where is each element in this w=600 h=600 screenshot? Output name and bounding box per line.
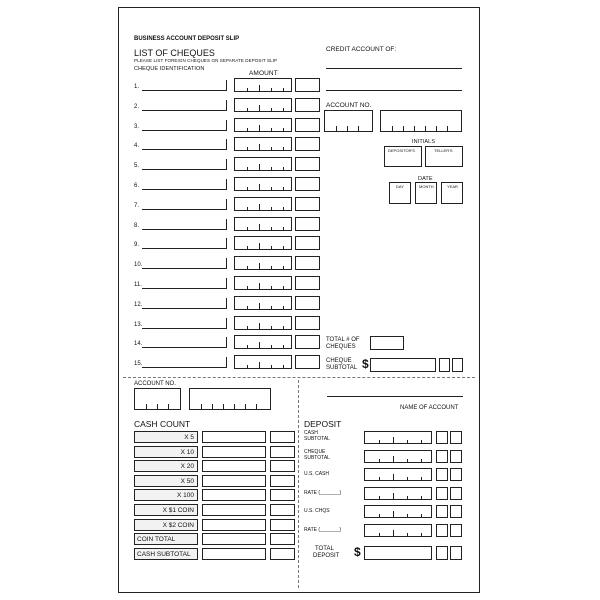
cheque-amount-box[interactable] bbox=[234, 177, 292, 191]
cheque-row-number: 6. bbox=[134, 183, 140, 189]
credit-account-label: CREDIT ACCOUNT OF: bbox=[326, 46, 397, 53]
cheque-cents-box[interactable] bbox=[295, 276, 320, 290]
deposit-cents-box[interactable] bbox=[450, 524, 462, 537]
cheque-identification-label: CHEQUE IDENTIFICATION bbox=[134, 66, 205, 72]
cheque-row-number: 15. bbox=[134, 361, 143, 368]
amount-label: AMOUNT bbox=[249, 70, 278, 77]
deposit-amount-box[interactable] bbox=[364, 468, 432, 481]
deposit-row-label: RATE (_______) bbox=[304, 489, 342, 496]
cheque-cents-box[interactable] bbox=[295, 355, 320, 369]
cheque-row-number: 8. bbox=[134, 222, 140, 229]
cheque-subtotal-label-1: CHEQUE bbox=[326, 358, 352, 364]
date-label: DATE bbox=[418, 176, 433, 182]
name-of-account-line[interactable] bbox=[327, 396, 463, 397]
deposit-cents-box[interactable] bbox=[450, 431, 462, 444]
total-deposit-label-2: DEPOSIT bbox=[313, 553, 340, 559]
deposit-amount-box[interactable] bbox=[364, 431, 432, 444]
cheque-amount-box[interactable] bbox=[234, 296, 292, 310]
dollar-sign: $ bbox=[362, 357, 369, 371]
tellers-label: TELLER'S bbox=[434, 148, 453, 153]
form-title: BUSINESS ACCOUNT DEPOSIT SLIP bbox=[134, 36, 240, 42]
total-cheques-label-2: CHEQUES bbox=[326, 344, 356, 350]
cheque-cents-box[interactable] bbox=[295, 98, 320, 112]
deposit-row-label: U.S. CHQS bbox=[304, 508, 330, 515]
cheque-row-number: 14. bbox=[134, 341, 143, 348]
cash-count-amount-box[interactable] bbox=[202, 548, 266, 560]
cheque-identification-field[interactable] bbox=[142, 179, 227, 190]
cheque-cents-box[interactable] bbox=[295, 316, 320, 330]
deposit-cents-box[interactable] bbox=[436, 468, 448, 481]
name-of-account-label: NAME OF ACCOUNT bbox=[400, 405, 459, 411]
cash-count-label: X 10 bbox=[180, 448, 194, 456]
cheque-amount-box[interactable] bbox=[234, 256, 292, 270]
cheque-amount-box[interactable] bbox=[234, 98, 292, 112]
cheque-amount-box[interactable] bbox=[234, 137, 292, 151]
cheque-row bbox=[119, 296, 319, 312]
cheque-row-number: 7. bbox=[134, 202, 140, 209]
lower-transit-number-box[interactable] bbox=[134, 388, 181, 410]
cheque-row-number: 4. bbox=[134, 143, 140, 150]
cheque-row bbox=[119, 256, 319, 272]
cheque-row-number: 5. bbox=[134, 163, 140, 170]
cheque-row bbox=[119, 98, 319, 114]
cash-count-row bbox=[119, 548, 299, 561]
date-month-box[interactable] bbox=[415, 182, 437, 204]
cheque-amount-box[interactable] bbox=[234, 236, 292, 250]
deposit-cents-box[interactable] bbox=[436, 505, 448, 518]
total-deposit-cents-box-1[interactable] bbox=[436, 546, 448, 560]
cheque-row bbox=[119, 217, 319, 233]
cheque-subtotal-cents-box-2[interactable] bbox=[452, 358, 463, 372]
cheque-amount-box[interactable] bbox=[234, 335, 292, 349]
cheque-amount-box[interactable] bbox=[234, 118, 292, 132]
deposit-row bbox=[119, 521, 479, 540]
cheque-identification-field[interactable] bbox=[142, 357, 227, 368]
cash-count-label-cell bbox=[134, 548, 198, 560]
cheque-row-number: 3. bbox=[134, 123, 140, 130]
account-no-label: ACCOUNT NO. bbox=[326, 102, 372, 109]
deposit-row bbox=[119, 450, 479, 466]
credit-account-line-1[interactable] bbox=[326, 68, 462, 69]
cheque-amount-box[interactable] bbox=[234, 217, 292, 231]
credit-account-line-2[interactable] bbox=[326, 90, 462, 91]
cheque-subtotal-amount-box[interactable] bbox=[370, 358, 436, 372]
deposit-cents-box[interactable] bbox=[450, 450, 462, 463]
cheque-cents-box[interactable] bbox=[295, 236, 320, 250]
cheque-row bbox=[119, 157, 319, 173]
cheque-row bbox=[119, 137, 319, 153]
cheque-identification-field[interactable] bbox=[142, 238, 227, 249]
year-label: YEAR bbox=[447, 184, 458, 189]
deposit-row-label: CASH bbox=[304, 430, 318, 436]
deposit-cents-box[interactable] bbox=[436, 524, 448, 537]
cheque-identification-field[interactable] bbox=[142, 219, 227, 230]
cheque-amount-box[interactable] bbox=[234, 276, 292, 290]
cheque-row bbox=[119, 335, 319, 351]
day-label: DAY bbox=[396, 184, 404, 189]
cheque-identification-field[interactable] bbox=[142, 139, 227, 150]
deposit-cents-box[interactable] bbox=[450, 487, 462, 500]
deposit-row-label: U.S. CASH bbox=[304, 471, 330, 478]
lower-account-no-label: ACCOUNT NO. bbox=[134, 381, 176, 387]
deposit-row bbox=[119, 505, 479, 521]
cheque-cents-box[interactable] bbox=[295, 78, 320, 92]
cash-count-label: COIN TOTAL bbox=[137, 536, 176, 544]
deposit-row bbox=[119, 487, 479, 503]
cash-count-label: X $2 COIN bbox=[162, 521, 194, 529]
cheque-row bbox=[119, 236, 319, 252]
cash-count-title: CASH COUNT bbox=[134, 419, 191, 429]
cheque-subtotal-cents-box-1[interactable] bbox=[439, 358, 450, 372]
cheque-amount-box[interactable] bbox=[234, 78, 292, 92]
cheque-identification-field[interactable] bbox=[142, 80, 227, 91]
cheque-identification-field[interactable] bbox=[142, 258, 227, 269]
deposit-cents-box[interactable] bbox=[436, 487, 448, 500]
total-deposit-label-1: TOTAL bbox=[315, 546, 334, 552]
date-day-box[interactable] bbox=[389, 182, 411, 204]
cheque-row-number: 1. bbox=[134, 84, 140, 90]
month-label: MONTH bbox=[419, 184, 434, 189]
cheque-row bbox=[119, 177, 319, 193]
cheque-cents-box[interactable] bbox=[295, 197, 320, 211]
cash-count-label: X 5 bbox=[184, 434, 194, 441]
cheque-subtotal-label-2: SUBTOTAL bbox=[326, 365, 358, 371]
deposit-cents-box[interactable] bbox=[436, 431, 448, 444]
cheque-cents-box[interactable] bbox=[295, 296, 320, 310]
deposit-row-label: RATE (_______) bbox=[304, 527, 342, 533]
cash-count-label: X 50 bbox=[180, 477, 194, 485]
deposit-row-label-line-2: SUBTOTAL bbox=[304, 436, 330, 442]
cheque-row-number: 11. bbox=[134, 282, 142, 288]
deposit-row bbox=[119, 431, 479, 447]
deposit-row-label-line-2: SUBTOTAL bbox=[304, 454, 330, 461]
cheque-amount-box[interactable] bbox=[234, 316, 292, 330]
deposit-cents-box[interactable] bbox=[436, 450, 448, 463]
cheque-cents-box[interactable] bbox=[295, 157, 320, 171]
cheque-identification-field[interactable] bbox=[142, 318, 227, 329]
cash-count-label: X $1 COIN bbox=[162, 507, 194, 514]
deposit-title: DEPOSIT bbox=[304, 419, 342, 429]
cheque-cents-box[interactable] bbox=[295, 177, 320, 191]
cheque-identification-field[interactable] bbox=[142, 278, 227, 289]
cheque-identification-field[interactable] bbox=[142, 337, 227, 348]
cheque-row bbox=[119, 316, 319, 332]
tellers-initials-box[interactable] bbox=[425, 146, 463, 167]
date-year-box[interactable] bbox=[441, 182, 463, 204]
cheque-row bbox=[119, 78, 319, 94]
initials-label: INITIALS bbox=[412, 139, 436, 145]
cheque-row-number: 12. bbox=[134, 301, 143, 308]
cash-count-cents-box[interactable] bbox=[270, 548, 295, 560]
cheque-cents-box[interactable] bbox=[295, 137, 320, 151]
cheque-cents-box[interactable] bbox=[295, 217, 320, 231]
cheque-identification-field[interactable] bbox=[142, 199, 227, 210]
total-deposit-amount-box[interactable] bbox=[364, 546, 432, 560]
cash-count-label: X 20 bbox=[180, 463, 194, 471]
deposit-row-label: CHEQUE bbox=[304, 448, 326, 455]
foreign-cheques-note: PLEASE LIST FOREIGN CHEQUES ON SEPARATE DEPOSIT SLIP bbox=[134, 58, 278, 63]
cheque-amount-box[interactable] bbox=[234, 355, 292, 369]
cheque-row bbox=[119, 355, 319, 371]
total-deposit-dollar-sign: $ bbox=[354, 545, 361, 559]
deposit-cents-box[interactable] bbox=[450, 505, 462, 518]
cheque-cents-box[interactable] bbox=[295, 118, 320, 132]
cheque-identification-field[interactable] bbox=[142, 298, 227, 309]
total-deposit-cents-box-2[interactable] bbox=[450, 546, 462, 560]
cheque-row bbox=[119, 118, 319, 134]
cheque-cents-box[interactable] bbox=[295, 335, 320, 349]
deposit-amount-box[interactable] bbox=[364, 450, 432, 463]
transit-number-box[interactable] bbox=[324, 110, 373, 132]
cheque-row-number: 2. bbox=[134, 103, 140, 110]
deposit-amount-box[interactable] bbox=[364, 524, 432, 537]
cheque-identification-field[interactable] bbox=[142, 120, 227, 131]
depositors-label: DEPOSITOR'S bbox=[388, 148, 415, 153]
cheque-row-number: 13. bbox=[134, 321, 143, 328]
cheque-row-number: 10. bbox=[134, 262, 143, 269]
cheque-amount-box[interactable] bbox=[234, 157, 292, 171]
list-of-cheques-title: LIST OF CHEQUES bbox=[134, 48, 215, 58]
cash-count-label: X 100 bbox=[177, 492, 194, 500]
cheque-row-number: 9. bbox=[134, 242, 140, 249]
deposit-amount-box[interactable] bbox=[364, 505, 432, 518]
cheque-identification-field[interactable] bbox=[142, 100, 227, 111]
deposit-cents-box[interactable] bbox=[450, 468, 462, 481]
cheque-cents-box[interactable] bbox=[295, 256, 320, 270]
account-number-box[interactable] bbox=[380, 110, 462, 132]
total-cheques-label-1: TOTAL # OF bbox=[326, 337, 360, 343]
cash-count-label: CASH SUBTOTAL bbox=[137, 550, 191, 558]
depositors-initials-box[interactable] bbox=[384, 146, 422, 167]
section-divider-horizontal bbox=[123, 377, 475, 378]
deposit-slip bbox=[118, 7, 480, 593]
deposit-row bbox=[119, 468, 479, 484]
cheque-row bbox=[119, 197, 319, 213]
deposit-amount-box[interactable] bbox=[364, 487, 432, 500]
lower-account-number-box[interactable] bbox=[189, 388, 271, 410]
cheque-row bbox=[119, 276, 319, 292]
cheque-amount-box[interactable] bbox=[234, 197, 292, 211]
total-cheques-box[interactable] bbox=[370, 336, 404, 350]
cheque-identification-field[interactable] bbox=[142, 159, 227, 170]
